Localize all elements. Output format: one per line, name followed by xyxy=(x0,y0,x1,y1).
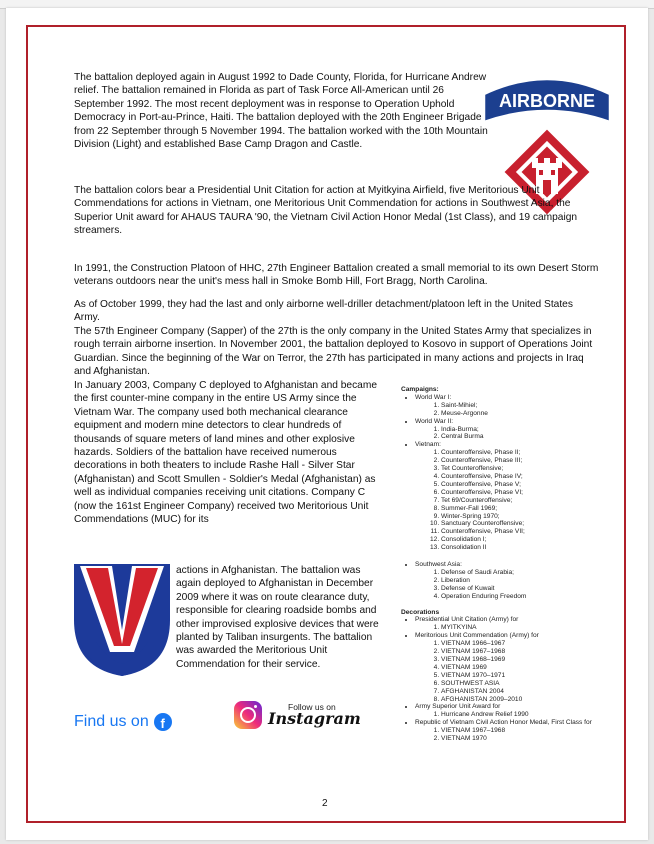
list-item: 2. VIETNAM 1970 xyxy=(441,735,631,743)
facebook-icon: f xyxy=(154,713,172,731)
list-item: 1. MYITKYINA xyxy=(441,624,631,632)
decoration-group-rvn: • Republic of Vietnam Civil Action Honor Medal, First Class for 1. VIETNAM 1967–1968 2. VIETNAM 1970 xyxy=(415,719,631,743)
paragraph-sapper-company: The 57th Engineer Company (Sapper) of the 27th is the only company in the United States Army that specializes in rough terrain airborne insertion. In November 2001, the battalion deployed to Kosovo in support of Operations Joint Guardian. Since the beginning of the War on Terror, the 27th has participated in many actions and projects in Iraq and Afghanistan. xyxy=(74,326,593,378)
list-item: 4. Operation Enduring Freedom xyxy=(441,593,631,601)
list-item: 9. Winter-Spring 1970; xyxy=(441,513,631,521)
paragraph-well-driller: As of October 1999, they had the last and only airborne well-driller detachment/platoon left in the United States Army. xyxy=(74,299,573,324)
airborne-tab-text: AIRBORNE xyxy=(498,91,596,111)
list-item: 2. Liberation xyxy=(441,577,631,585)
list-item: 6. SOUTHWEST ASIA xyxy=(441,680,631,688)
list-item: 11. Counteroffensive, Phase VII; xyxy=(441,528,631,536)
list-item: 2. VIETNAM 1967–1968 xyxy=(441,648,631,656)
paragraph-company-c: In January 2003, Company C deployed to Afghanistan and became the first counter-mine company in the entire US Army since the Vietnam War. The company used both mechanical clearance equipment and modern mine detectors to clear hundreds of thousands of square meters of land mines and other explosive hazards. Soldiers of the battalion have received numerous decorations in both theaters to include Rashe Hall - Silver Star (Afghanistan) and Scott Smullen - Soldier's Medal (Afghanistan) as well as individual companies receiving unit citations. Company C (now the 161st Engineer Company) received two Meritorious Unit Commendations (MUC) for its xyxy=(74,380,377,526)
list-item: 4. VIETNAM 1969 xyxy=(441,664,631,672)
instagram-icon xyxy=(234,701,262,729)
list-item: 1. Defense of Saudi Arabia; xyxy=(441,569,631,577)
campaigns-decorations-list xyxy=(401,386,631,743)
list-item: 3. Tet Counteroffensive; xyxy=(441,465,631,473)
list-item: 6. Counteroffensive, Phase VI; xyxy=(441,489,631,497)
list-item: 8. Summer-Fall 1969; xyxy=(441,505,631,513)
list-item: 2. Central Burma xyxy=(441,433,631,441)
decoration-group-muc: • Meritorious Unit Commendation (Army) for 1. VIETNAM 1966–1967 2. VIETNAM 1967–1968 3. VIETNAM 1968–1969 4. VIETNAM 1969 5. VIETNAM 1970–1971 6. SOUTHWEST ASIA 7. AFGHANISTAN 2004 8. AFGHANISTAN 2009–2010 xyxy=(415,632,631,703)
campaigns-heading: Campaigns: xyxy=(401,386,439,393)
decorations-heading: Decorations xyxy=(401,608,440,616)
list-item: 3. Defense of Kuwait xyxy=(441,585,631,593)
list-item: 2. Meuse-Argonne xyxy=(441,410,631,418)
list-item: 8. AFGHANISTAN 2009–2010 xyxy=(441,696,631,704)
list-item: 1. Saint-Mihiel; xyxy=(441,402,631,410)
list-item: 5. Counteroffensive, Phase V; xyxy=(441,481,631,489)
list-item: 2. Counteroffensive, Phase III; xyxy=(441,457,631,465)
list-item: 7. AFGHANISTAN 2004 xyxy=(441,688,631,696)
list-item: 1. India-Burma; xyxy=(441,426,631,434)
list-item: 13. Consolidation II xyxy=(441,544,631,552)
instagram-wordmark: Instagram xyxy=(268,709,361,729)
page-number: 2 xyxy=(322,798,328,809)
decoration-group-asu: • Army Superior Unit Award for 1. Hurricane Andrew Relief 1990 xyxy=(415,703,631,719)
list-item: 4. Counteroffensive, Phase IV; xyxy=(441,473,631,481)
list-item: 3. VIETNAM 1968–1969 xyxy=(441,656,631,664)
list-item: 5. VIETNAM 1970–1971 xyxy=(441,672,631,680)
shield-insignia xyxy=(72,560,172,680)
campaign-group-ww1: • World War I: 1. Saint-Mihiel; 2. Meuse-Argonne xyxy=(415,394,631,418)
follow-us-on-instagram-link[interactable] xyxy=(234,701,361,729)
campaign-group-ww2: • World War II: 1. India-Burma; 2. Central Burma xyxy=(415,418,631,442)
paragraph-memorial: In 1991, the Construction Platoon of HHC, 27th Engineer Battalion created a small memorial to its own Desert Storm veterans outdoors near the unit's mess hall in Smoke Bomb Hill, Fort Bragg, North Carolina. xyxy=(74,263,599,288)
list-item: 7. Tet 69/Counteroffensive; xyxy=(441,497,631,505)
list-item: 12. Consolidation I; xyxy=(441,536,631,544)
list-item: 10. Sanctuary Counteroffensive; xyxy=(441,520,631,528)
find-us-label: Find us on xyxy=(74,713,149,730)
paragraph-afghanistan-2009: actions in Afghanistan. The battalion was again deployed to Afghanistan in December 2009 where it was on route clearance duty, responsible for clearing roadside bombs and other improvised explosive devices that were planted by Taliban insurgents. The battalion was awarded the Meritorious Unit Commendation for their service. xyxy=(176,565,379,670)
campaign-group-vietnam: • Vietnam: 1. Counteroffensive, Phase II; 2. Counteroffensive, Phase III; 3. Tet Counteroffensive; 4. Counteroffensive, Phase IV; 5. Counteroffensive, Phase V; 6. Counteroffensive, Phase VI; 7. Tet 69/Counteroffensive; 8. Summer-Fall 1969; 9. Winter-Spring 1970; 10. Sanctuary Counteroffensive; 11. Counteroffensive, Phase VII; 12. Consolidation I; 13. Consolidation II xyxy=(415,441,631,552)
list-item: 1. Counteroffensive, Phase II; xyxy=(441,449,631,457)
list-item: 1. Hurricane Andrew Relief 1990 xyxy=(441,711,631,719)
paragraph-hurricane-andrew: The battalion deployed again in August 1992 to Dade County, Florida, for Hurricane Andrew relief. The battalion remained in Florida as part of Task Force All-American until 26 September 1992. The most recent deployment was in response to Operation Uphold Democracy in Port-au-Prince, Haiti. The battalion deployed with the 20th Engineer Brigade from 22 September through 5 November 1994. The battalion worked with the 10th Mountain Division (Light) and established Base Camp Dragon and Castle. xyxy=(74,72,488,151)
decoration-group-puc: • Presidential Unit Citation (Army) for 1. MYITKYINA xyxy=(415,616,631,632)
follow-us-label: Follow us on xyxy=(288,701,336,712)
find-us-on-facebook-link[interactable] xyxy=(74,713,172,731)
campaign-group-southwest-asia: • Southwest Asia: 1. Defense of Saudi Arabia; 2. Liberation 3. Defense of Kuwait 4. Operation Enduring Freedom xyxy=(415,561,631,601)
document-page xyxy=(6,8,648,840)
list-item: 1. VIETNAM 1966–1967 xyxy=(441,640,631,648)
paragraph-battalion-colors: The battalion colors bear a Presidential Unit Citation for action at Myitkyina Airfield, five Meritorious Unit Commendations for actions in Vietnam, one Meritorious Unit Commendation for actions in Southwest Asia, the Superior Unit award for AHAUS TAURA '90, the Vietnam Civil Action Honor Medal (1st Class), and 19 campaign streamers. xyxy=(74,185,578,237)
list-item: 1. VIETNAM 1967–1968 xyxy=(441,727,631,735)
